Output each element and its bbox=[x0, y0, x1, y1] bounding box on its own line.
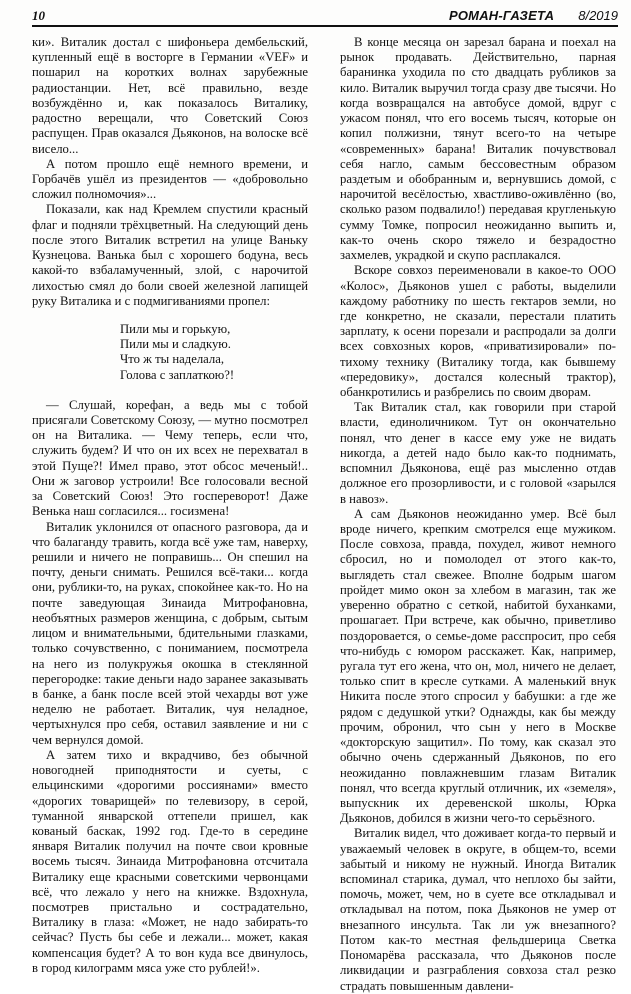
publication-title: РОМАН-ГАЗЕТА bbox=[449, 8, 555, 23]
paragraph: Виталик видел, что доживает когда-то первый и уважаемый человек в округе, в общем-то, всеми забытый и никому не нужный. Иногда Виталик вспоминал старика, думал, что неплохо бы зайти, помочь, может, чем, но в суете все откладывал и откладывал на потом, пока Дьяконов не умер от внезапного инсульта. Так ли уж внезапного? Потом как-то местная фельдшерица Светка Пономарёва рассказала, что Дьяконов после ликвидации и разграбления совхоза стал резко страдать повышенным давлени- bbox=[340, 826, 616, 993]
poem-line: Пили мы и сладкую. bbox=[120, 337, 231, 352]
paragraph: А потом прошло ещё немного времени, и Горбачёв ушёл из президентов — «добровольно сложил полномочия»... bbox=[32, 156, 308, 202]
paragraph: А затем тихо и вкрадчиво, без обычной новогодней приподнятости и суеты, с ельцинскими «дорогими россиянами» вместо «дорогих товарищей» по телевизору, в серой, туманной январской оттепели пришел, как кованый баскак, 1992 год. Где-то в середине января Виталик получил на почте свои кровные восемь тысяч. Зинаида Митрофановна отсчитала Виталику еще красными советскими червонцами всё, что лежало у него на книжке. Вздохнула, посмотрев пристально и сострадательно, Виталику в глаза: «Может, не надо забирать-то сейчас? Пусть бы себе и лежали... может, какая компенсация будет? А то вон куда все двинулось, в город килограмм мяса уже сто рублей!». bbox=[32, 747, 308, 975]
paragraph: — Слушай, корефан, а ведь мы с тобой присягали Советскому Союзу, — мутно посмотрел он на Виталика. — Чему теперь, если что, служить будем? И что он их всех не перехватал в этой Пуще?! Имел право, этот обсос меченый!.. Они ж заговор устроили! Все голосовали весной за Советский Союз! Это госпереворот! Даже Венька наш согласился... госизмена! bbox=[32, 397, 308, 519]
poem-verse bbox=[120, 322, 308, 383]
poem-line: Пили мы и горькую, bbox=[120, 321, 231, 336]
paragraph: ки». Виталик достал с шифоньера дембельский, купленный ещё в восторге в Германии «VEF» и пошарил на коротких волнах зарубежные радиостанции. Нет, всё правильно, везде возбуждённо и, как показалось Виталику, радостно верещали, что Советский Союз распущен. Прав оказался Дьяконов, на волоске всё висело... bbox=[32, 35, 308, 156]
paragraph: Вскоре совхоз переименовали в какое-то ООО «Колос», Дьяконов ушел с работы, выделили каждому работнику по шесть гектаров земли, но где конкретно, не сказали, перестали платить зарплату, к осени порезали и распродали за долги всех совхозных коров, «приватизировали» по-тихому технику (Виталику тогда, как бывшему «передовику», достался колесный трактор), обанкротились и разбрелись по своим дворам. bbox=[340, 263, 616, 400]
issue-number: 8/2019 bbox=[578, 8, 618, 23]
poem-line: Голова с заплаткою?! bbox=[120, 367, 235, 382]
paragraph: Так Виталик стал, как говорили при старой власти, единоличником. Тут он окончательно понял, что денег в кассе ему уже не видать никогда, а детей надо было как-то поднимать, вспомнил Дьяконова, ещё раз мысленно отдав должное его прозорливости, и с головой «зарылся в навоз». bbox=[340, 400, 616, 506]
paragraph: В конце месяца он зарезал барана и поехал на рынок продавать. Действительно, парная баранинка уходила по сто двадцать рубликов за кило. Виталик выручил тогда сразу две тысячи. Но когда возвращался на автобусе домой, вдруг с ужасом понял, что его восемь тысяч, которые он копил полжизни, тянут всего-то на четыре «современных» барана! Виталик почувствовал себя нагло, самым бессовестным образом раздетым и обобранным и, вернувшись домой, с нарочитой весёлостью, хвастливо-оживлённо (во, сколько разом подвалило!) передавая кругленькую сумму Томке, попросил неожиданно выпить и, как-то очень скоро тяжело и безрадостно захмелев, украдкой и скупо расплакался. bbox=[340, 35, 616, 263]
paragraph: Показали, как над Кремлем спустили красный флаг и подняли трёхцветный. На следующий день после этого Виталик встретил на улице Ваньку Кузнецова. Ванька был с хорошего бодуна, весь какой-то взбаламученный, злой, с нарочитой лихостью смял до боли своей железной лапищей руку Виталика и с подмигиваниями пропел: bbox=[32, 202, 308, 308]
right-column bbox=[340, 35, 616, 993]
paragraph: А сам Дьяконов неожиданно умер. Всё был вроде ничего, крепким смотрелся еще мужиком. После совхоза, правда, похудел, живот немного сбросил, но и помолодел от этого как-то, выглядеть стал свежее. Вполне бодрым шагом пройдет мимо окон за хлебом в магазин, так же уверенно обратно с сеткой, набитой буханками, прошагает. При встрече, как обычно, приветливо поздоровается, о семье-доме расспросит, про себя что-нибудь с юмором расскажет. Как, например, ругала тут его жена, что он, мол, ничего не делает, только спит в кресле сутками. А маленький внук Никита после этого спросил у бабушки: а где же рядом с дедушкой утки? Однажды, как бы между прочим, обронил, что сын у него в Москве «докторскую защитил». По тому, как сказал это обычно очень сдержанный Дьяконов, по его неожиданно повлажневшим глазам Виталик понял, что всегда круглый отличник, их «земеля», выпускник их деревенской школы, Юрка Дьяконов, добился в жизни чего-то серьёзного. bbox=[340, 506, 616, 826]
poem-line: Что ж ты наделала, bbox=[120, 352, 225, 367]
left-column bbox=[32, 35, 308, 975]
paragraph: Виталик уклонился от опасного разговора, да и что балаганду травить, когда всё уже там, наверху, решили и ничего не поправишь... Он спешил на почту, деньги снимать. Решился всё-таки... когда они, рублики-то, на руках, спокойнее как-то. Но на почте заведующая Зинаида Митрофановна, необъятных размеров женщина, с добрым, сытым лицом и внимательными, бдительными глазками, только сочувственно, с пониманием, посмотрела на него из полукружья окошка в стеклянной перегородке: такие деньги надо заранее заказывать в банке, а банк после всей этой чехарды вот уже неделю не работает. Виталик, чуя неладное, чертыхнулся про себя, оставил заявление и ни с чем вернулся домой. bbox=[32, 519, 308, 747]
page-header bbox=[32, 8, 618, 26]
page-number: 10 bbox=[32, 8, 45, 23]
header-rule bbox=[32, 25, 618, 27]
